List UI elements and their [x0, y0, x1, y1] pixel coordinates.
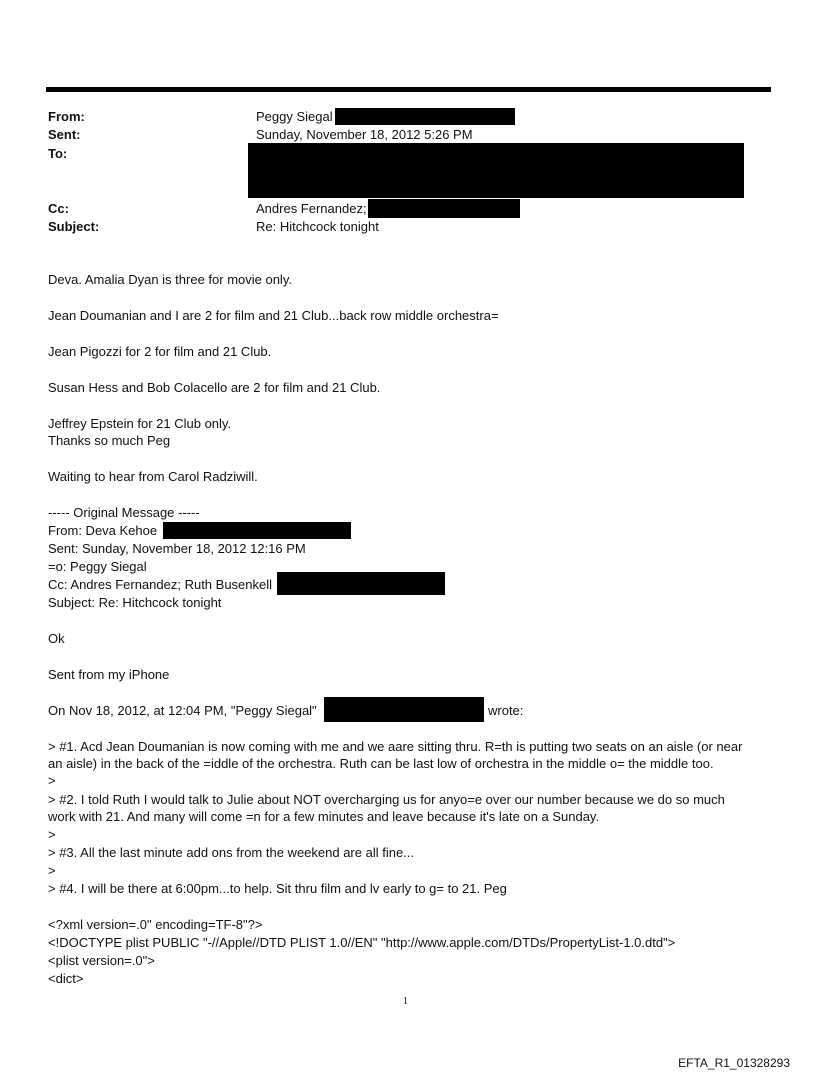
xml-line: <!DOCTYPE plist PUBLIC "-//Apple//DTD PLIST 1.0//EN" "http://www.apple.com/DTDs/PropertyList-1.0.dtd"> [48, 935, 676, 950]
subject-label: Subject: [48, 219, 100, 234]
sent-value: Sunday, November 18, 2012 5:26 PM [256, 127, 473, 142]
original-sent: Sent: Sunday, November 18, 2012 12:16 PM [48, 541, 306, 556]
xml-line: <?xml version=.0" encoding=TF-8"?> [48, 917, 263, 932]
original-to: =o: Peggy Siegal [48, 559, 147, 574]
document-id: EFTA_R1_01328293 [678, 1056, 790, 1070]
body-line: Jean Pigozzi for 2 for film and 21 Club. [48, 344, 272, 359]
subject-value: Re: Hitchcock tonight [256, 219, 379, 234]
header-rule [46, 87, 771, 92]
page-number: 1 [403, 996, 408, 1007]
redaction-box [324, 697, 484, 722]
body-line: Susan Hess and Bob Colacello are 2 for film and 21 Club. [48, 380, 381, 395]
quote-attribution: On Nov 18, 2012, at 12:04 PM, "Peggy Siegal" [48, 703, 317, 718]
to-label: To: [48, 146, 68, 161]
original-separator: ----- Original Message ----- [48, 505, 200, 520]
original-from: From: Deva Kehoe [48, 523, 158, 538]
reply-ok: Ok [48, 631, 65, 646]
redaction-box [277, 572, 445, 595]
quoted-line: work with 21. And many will come =n for a few minutes and leave because it's late on a Sunday. [48, 809, 600, 824]
xml-line: <plist version=.0"> [48, 953, 155, 968]
quoted-line: > #3. All the last minute add ons from the weekend are all fine... [48, 845, 415, 860]
sent-from-iphone: Sent from my iPhone [48, 667, 170, 682]
body-line: Thanks so much Peg [48, 433, 171, 448]
quoted-line: > #2. I told Ruth I would talk to Julie about NOT overcharging us for anyo=e over our number because we do so much [48, 792, 725, 807]
quoted-line: > [48, 827, 56, 842]
sent-label: Sent: [48, 127, 81, 142]
body-line: Waiting to hear from Carol Radziwill. [48, 469, 258, 484]
original-subject: Subject: Re: Hitchcock tonight [48, 595, 222, 610]
quoted-line: > [48, 863, 56, 878]
redaction-box [335, 108, 515, 125]
redaction-box [248, 143, 744, 198]
cc-label: Cc: [48, 201, 69, 216]
quoted-line: an aisle) in the back of the =iddle of the orchestra. Ruth can be last low of orchestra in the middle o= the middle too. [48, 756, 714, 771]
from-label: From: [48, 109, 85, 124]
from-value: Peggy Siegal [256, 109, 333, 124]
cc-value: Andres Fernandez; [256, 201, 367, 216]
body-line: Jean Doumanian and I are 2 for film and 21 Club...back row middle orchestra= [48, 308, 499, 323]
redaction-box [163, 522, 351, 539]
original-cc: Cc: Andres Fernandez; Ruth Busenkell [48, 577, 273, 592]
quoted-line: > #1. Acd Jean Doumanian is now coming with me and we aare sitting thru. R=th is putting two seats on an aisle (or near [48, 739, 743, 754]
quote-attribution-wrote: wrote: [488, 703, 524, 718]
body-line: Deva. Amalia Dyan is three for movie only. [48, 272, 292, 287]
redaction-box [368, 199, 520, 218]
body-line: Jeffrey Epstein for 21 Club only. [48, 416, 232, 431]
xml-line: <dict> [48, 971, 84, 986]
quoted-line: > #4. I will be there at 6:00pm...to help. Sit thru film and lv early to g= to 21. Peg [48, 881, 507, 896]
quoted-line: > [48, 773, 56, 788]
